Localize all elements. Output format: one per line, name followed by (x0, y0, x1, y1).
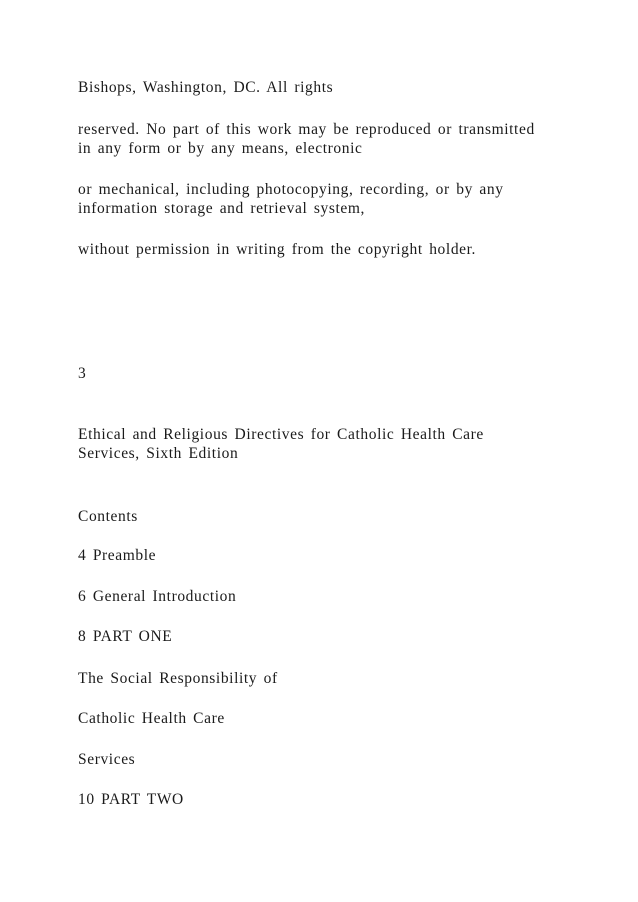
document-title-line-1: Ethical and Religious Directives for Catholic Health Care (78, 426, 484, 443)
copyright-line-6: without permission in writing from the copyright holder. (78, 241, 477, 258)
copyright-line-3: in any form or by any means, electronic (78, 140, 363, 157)
toc-item: 10 PART TWO (78, 791, 184, 808)
copyright-line-1: Bishops, Washington, DC. All rights (78, 79, 334, 96)
toc-item: 6 General Introduction (78, 588, 237, 605)
toc-item: The Social Responsibility of (78, 670, 278, 687)
contents-heading: Contents (78, 508, 138, 525)
copyright-line-5: information storage and retrieval system, (78, 200, 365, 217)
copyright-line-2: reserved. No part of this work may be reproduced or transmitted (78, 121, 535, 138)
toc-item: 8 PART ONE (78, 628, 173, 645)
toc-item: Services (78, 751, 136, 768)
copyright-line-4: or mechanical, including photocopying, recording, or by any (78, 181, 504, 198)
page-number: 3 (78, 365, 87, 382)
toc-item: Catholic Health Care (78, 710, 225, 727)
document-title-line-2: Services, Sixth Edition (78, 445, 239, 462)
toc-item: 4 Preamble (78, 547, 157, 564)
